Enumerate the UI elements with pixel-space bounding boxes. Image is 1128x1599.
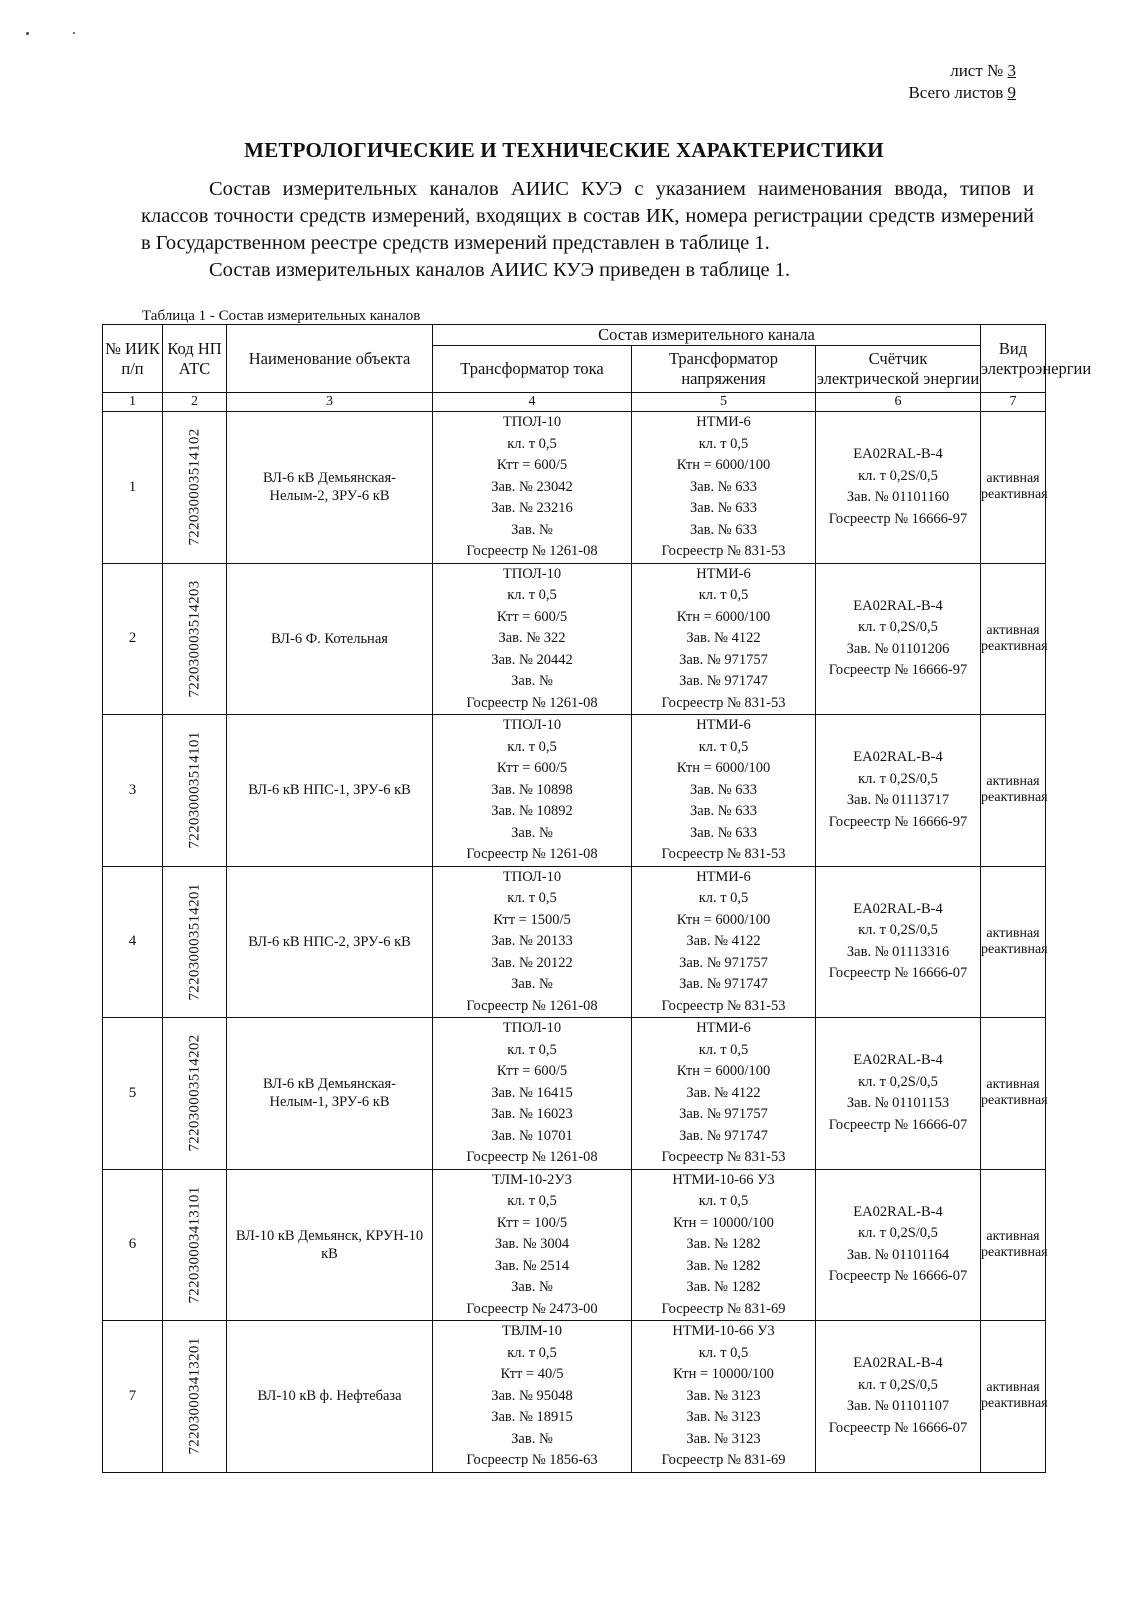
object-name-cell: [227, 563, 433, 715]
np-ats-code: 722030003514202: [186, 1034, 202, 1152]
voltage-transformer-line: кл. т 0,5: [698, 1041, 749, 1058]
row-number: 1: [103, 412, 163, 564]
current-transformer-cell: [433, 412, 632, 564]
current-transformer-line: Зав. № 10898: [491, 781, 573, 798]
object-name-cell: [227, 1169, 433, 1321]
voltage-transformer-line: Госреестр № 831-53: [661, 846, 786, 862]
voltage-transformer-cell: [632, 1018, 816, 1170]
voltage-transformer-line: НТМИ-6: [696, 414, 751, 430]
voltage-transformer-line: Зав. № 971757: [679, 1106, 768, 1122]
voltage-transformer-line: Зав. № 4122: [686, 1084, 761, 1101]
energy-meter-line: Зав. № 01101164: [846, 1246, 950, 1263]
energy-type-cell: [981, 1018, 1046, 1170]
intro-paragraph-2: Состав измерительных каналов АИИС КУЭ приведен в таблице 1.: [209, 259, 791, 281]
current-transformer-line: Госреестр № 1261-08: [466, 1149, 598, 1165]
energy-type-cell: [981, 563, 1046, 715]
current-transformer-cell: [433, 866, 632, 1018]
table-row: [103, 563, 1046, 715]
voltage-transformer-line: Госреестр № 831-53: [661, 694, 786, 711]
voltage-transformer-line: Зав. № 4122: [686, 933, 761, 949]
table-row: [103, 715, 1046, 867]
current-transformer-line: Ктт = 100/5: [496, 1214, 568, 1231]
energy-meter-cell: [816, 866, 981, 1018]
voltage-transformer-line: Зав. № 633: [689, 478, 757, 495]
row-number: 7: [103, 1321, 163, 1473]
voltage-transformer-line: Зав. № 633: [689, 803, 757, 819]
voltage-transformer-cell: [632, 412, 816, 564]
voltage-transformer-line: кл. т 0,5: [698, 738, 749, 755]
voltage-transformer-line: Госреестр № 831-53: [661, 543, 786, 559]
intro-paragraph-1: Состав измерительных каналов АИИС КУЭ с указанием наименования ввода, типов и классов точности средств измерений, входящих в состав ИК, номера регистрации средств измерений в Государственном реестре средств измерений представлен в таблице 1.: [141, 178, 1034, 254]
voltage-transformer-line: кл. т 0,5: [698, 1344, 749, 1361]
energy-type: реактивная: [981, 638, 1048, 654]
object-name: ВЛ-6 кВ Демьянская-Нелым-2, ЗРУ-6 кВ: [263, 470, 396, 505]
energy-meter-line: EA02RAL-B-4: [853, 1355, 943, 1372]
voltage-transformer-cell: [632, 1321, 816, 1473]
energy-type-cell: [981, 1321, 1046, 1473]
sheet-number-line: [908, 60, 1016, 82]
object-name: ВЛ-6 кВ Демьянская-Нелым-1, ЗРУ-6 кВ: [263, 1076, 396, 1111]
row-number: 4: [103, 866, 163, 1018]
energy-meter-line: Госреестр № 16666-07: [828, 965, 968, 982]
current-transformer-line: кл. т 0,5: [507, 890, 557, 906]
object-name-cell: [227, 1321, 433, 1473]
voltage-transformer-line: Зав. № 3123: [686, 1409, 761, 1425]
current-transformer-line: Зав. № 3004: [494, 1236, 570, 1252]
voltage-transformer-line: кл. т 0,5: [698, 587, 749, 603]
table-body: [103, 412, 1046, 1473]
energy-meter-line: Зав. № 01101107: [846, 1398, 950, 1415]
header-code: Код НП АТС: [163, 325, 227, 393]
table-row: [103, 1018, 1046, 1170]
current-transformer-line: ТПОЛ-10: [502, 414, 562, 430]
current-transformer-cell: [433, 563, 632, 715]
energy-meter-line: Госреестр № 16666-97: [828, 813, 968, 830]
energy-meter-line: Зав. № 01101206: [846, 640, 950, 657]
current-transformer-line: кл. т 0,5: [507, 435, 557, 452]
current-transformer-line: Зав. № 10701: [491, 1127, 573, 1144]
voltage-transformer-line: Ктн = 6000/100: [676, 1063, 771, 1079]
np-ats-code: 722030003514201: [186, 883, 202, 1001]
object-name: ВЛ-6 Ф. Котельная: [271, 630, 388, 647]
voltage-transformer-line: Зав. № 633: [689, 824, 757, 841]
voltage-transformer-line: Ктн = 10000/100: [673, 1214, 774, 1231]
column-number: 6: [816, 393, 981, 412]
voltage-transformer-line: Зав. № 971747: [679, 673, 768, 689]
current-transformer-line: Госреестр № 2473-00: [466, 1300, 598, 1317]
voltage-transformer-line: Зав. № 971747: [679, 1127, 768, 1144]
voltage-transformer-line: Зав. № 971747: [679, 976, 768, 992]
code-cell: [163, 1321, 227, 1473]
current-transformer-line: Зав. № 23216: [491, 500, 573, 516]
current-transformer-cell: [433, 1018, 632, 1170]
voltage-transformer-line: Зав. № 1282: [686, 1236, 761, 1252]
header-energy: Вид электроэнергии: [981, 325, 1046, 393]
header-object: Наименование объекта: [227, 325, 433, 393]
current-transformer-line: ТПОЛ-10: [502, 1020, 562, 1036]
energy-meter-line: EA02RAL-B-4: [853, 1203, 943, 1220]
code-cell: [163, 1018, 227, 1170]
sheet-label: лист №: [950, 61, 1004, 80]
current-transformer-line: Зав. № 16023: [491, 1106, 573, 1122]
current-transformer-line: Ктт = 600/5: [496, 760, 568, 776]
energy-meter-line: EA02RAL-B-4: [853, 1052, 943, 1069]
column-number-row: [103, 393, 1046, 412]
current-transformer-line: кл. т 0,5: [507, 1344, 557, 1361]
column-number: 2: [163, 393, 227, 412]
energy-meter-line: Госреестр № 16666-07: [828, 1419, 968, 1436]
energy-meter-line: кл. т 0,2S/0,5: [858, 770, 938, 787]
energy-type: активная: [986, 471, 1040, 487]
header-composition: Состав измерительного канала: [433, 325, 981, 346]
sheet-number: 3: [1007, 61, 1016, 80]
np-ats-code: 722030003514101: [186, 731, 202, 849]
energy-meter-cell: [816, 1018, 981, 1170]
voltage-transformer-line: Ктн = 10000/100: [673, 1366, 774, 1382]
voltage-transformer-line: НТМИ-6: [696, 717, 751, 733]
energy-type: реактивная: [981, 1093, 1048, 1109]
current-transformer-line: Зав. №: [511, 1279, 553, 1295]
current-transformer-line: ТВЛМ-10: [501, 1323, 563, 1339]
column-number: 5: [632, 393, 816, 412]
voltage-transformer-line: Зав. № 633: [689, 521, 757, 538]
energy-type: активная: [986, 622, 1040, 638]
code-cell: [163, 866, 227, 1018]
object-name: ВЛ-10 кВ ф. Нефтебаза: [257, 1388, 402, 1405]
current-transformer-line: Зав. №: [511, 673, 553, 689]
current-transformer-line: Госреестр № 1261-08: [466, 846, 598, 862]
header-meter: Счётчик электрической энергии: [816, 346, 981, 393]
object-name-cell: [227, 412, 433, 564]
current-transformer-line: Зав. №: [511, 521, 553, 538]
current-transformer-cell: [433, 1321, 632, 1473]
energy-type-cell: [981, 866, 1046, 1018]
scan-speck: [73, 32, 75, 34]
column-number: 1: [103, 393, 163, 412]
voltage-transformer-line: Зав. № 1282: [686, 1279, 761, 1295]
voltage-transformer-line: Ктн = 6000/100: [676, 760, 771, 776]
voltage-transformer-line: Зав. № 3123: [686, 1430, 761, 1447]
energy-meter-cell: [816, 412, 981, 564]
energy-meter-line: кл. т 0,2S/0,5: [858, 1225, 938, 1242]
energy-type: активная: [986, 925, 1040, 941]
energy-meter-line: EA02RAL-B-4: [853, 597, 943, 614]
table-row: [103, 1169, 1046, 1321]
energy-meter-line: кл. т 0,2S/0,5: [858, 922, 938, 939]
current-transformer-line: кл. т 0,5: [507, 587, 557, 603]
voltage-transformer-line: Госреестр № 831-53: [661, 997, 786, 1014]
energy-type-cell: [981, 1169, 1046, 1321]
current-transformer-line: Зав. №: [511, 1430, 553, 1447]
voltage-transformer-line: Ктн = 6000/100: [676, 608, 771, 625]
table-row: [103, 412, 1046, 564]
voltage-transformer-line: НТМИ-6: [696, 565, 751, 582]
current-transformer-line: Зав. № 20122: [491, 954, 573, 971]
code-cell: [163, 715, 227, 867]
current-transformer-line: Зав. № 322: [498, 630, 566, 646]
energy-type-cell: [981, 412, 1046, 564]
current-transformer-line: Госреестр № 1261-08: [466, 543, 598, 559]
current-transformer-line: Зав. № 20133: [491, 933, 573, 949]
np-ats-code: 722030003514102: [186, 428, 202, 546]
current-transformer-line: Ктт = 600/5: [496, 1063, 568, 1079]
energy-type: реактивная: [981, 487, 1048, 503]
object-name: ВЛ-6 кВ НПС-1, ЗРУ-6 кВ: [248, 782, 411, 799]
voltage-transformer-line: Госреестр № 831-69: [661, 1300, 786, 1317]
sheet-info: [908, 60, 1016, 104]
intro-text: [141, 176, 1034, 284]
energy-meter-line: EA02RAL-B-4: [853, 446, 943, 463]
current-transformer-line: ТПОЛ-10: [502, 565, 562, 582]
current-transformer-cell: [433, 1169, 632, 1321]
total-sheets-line: [908, 82, 1016, 104]
current-transformer-line: Зав. №: [511, 824, 553, 841]
current-transformer-line: Зав. № 10892: [491, 803, 573, 819]
column-number: 4: [433, 393, 632, 412]
current-transformer-line: кл. т 0,5: [507, 1041, 557, 1058]
voltage-transformer-line: Зав. № 633: [689, 781, 757, 798]
total-label: Всего листов: [908, 83, 1004, 102]
current-transformer-line: Зав. № 20442: [491, 651, 573, 668]
header-vt: Трансформатор напряжения: [632, 346, 816, 393]
header-no: № ИИК п/п: [103, 325, 163, 393]
energy-meter-cell: [816, 563, 981, 715]
current-transformer-line: Зав. № 18915: [491, 1409, 573, 1425]
voltage-transformer-cell: [632, 563, 816, 715]
energy-meter-line: Госреестр № 16666-97: [828, 662, 968, 679]
energy-meter-line: Зав. № 01113717: [846, 792, 950, 809]
current-transformer-line: Госреестр № 1856-63: [466, 1452, 598, 1468]
energy-type: активная: [986, 774, 1040, 790]
current-transformer-line: Ктт = 600/5: [496, 457, 568, 473]
total-number: 9: [1007, 83, 1016, 102]
row-number: 5: [103, 1018, 163, 1170]
energy-meter-line: кл. т 0,2S/0,5: [858, 1376, 938, 1393]
energy-meter-cell: [816, 1321, 981, 1473]
code-cell: [163, 412, 227, 564]
current-transformer-line: Зав. № 23042: [491, 478, 573, 495]
voltage-transformer-line: кл. т 0,5: [698, 1193, 749, 1209]
current-transformer-line: Зав. № 2514: [494, 1257, 570, 1274]
np-ats-code: 722030003413101: [186, 1186, 202, 1304]
object-name: ВЛ-10 кВ Демьянск, КРУН-10 кВ: [235, 1227, 424, 1262]
energy-type: активная: [986, 1228, 1040, 1244]
current-transformer-line: ТЛМ-10-2У3: [492, 1171, 572, 1188]
voltage-transformer-line: Зав. № 633: [689, 500, 757, 516]
code-cell: [163, 1169, 227, 1321]
voltage-transformer-line: Госреестр № 831-69: [661, 1452, 786, 1468]
current-transformer-line: Госреестр № 1261-08: [466, 694, 598, 711]
current-transformer-line: Ктт = 600/5: [496, 608, 568, 625]
voltage-transformer-line: Зав. № 971757: [679, 651, 768, 668]
energy-type: реактивная: [981, 1244, 1048, 1260]
voltage-transformer-cell: [632, 715, 816, 867]
voltage-transformer-line: Ктн = 6000/100: [676, 911, 771, 928]
table-row: [103, 1321, 1046, 1473]
current-transformer-line: кл. т 0,5: [507, 738, 557, 755]
scan-speck: [26, 32, 29, 35]
energy-meter-line: EA02RAL-B-4: [853, 900, 943, 917]
code-cell: [163, 563, 227, 715]
current-transformer-line: Госреестр № 1261-08: [466, 997, 598, 1014]
energy-meter-line: Госреестр № 16666-07: [828, 1268, 968, 1285]
voltage-transformer-line: НТМИ-10-66 У3: [672, 1323, 775, 1339]
voltage-transformer-cell: [632, 866, 816, 1018]
energy-type-cell: [981, 715, 1046, 867]
table-caption: Таблица 1 - Состав измерительных каналов: [142, 308, 421, 324]
object-name-cell: [227, 715, 433, 867]
object-name: ВЛ-6 кВ НПС-2, ЗРУ-6 кВ: [248, 933, 411, 950]
energy-meter-line: кл. т 0,2S/0,5: [858, 619, 938, 636]
energy-meter-line: Зав. № 01101160: [846, 489, 950, 506]
energy-type: реактивная: [981, 790, 1048, 806]
current-transformer-line: ТПОЛ-10: [502, 868, 562, 885]
current-transformer-line: кл. т 0,5: [507, 1193, 557, 1209]
voltage-transformer-line: НТМИ-6: [696, 1020, 751, 1036]
voltage-transformer-line: НТМИ-10-66 У3: [672, 1171, 775, 1188]
row-number: 2: [103, 563, 163, 715]
voltage-transformer-line: Зав. № 4122: [686, 630, 761, 646]
current-transformer-line: ТПОЛ-10: [502, 717, 562, 733]
channels-table: [102, 324, 1092, 1473]
energy-type: реактивная: [981, 1396, 1048, 1412]
voltage-transformer-line: НТМИ-6: [696, 868, 751, 885]
energy-meter-line: кл. т 0,2S/0,5: [858, 1073, 938, 1090]
voltage-transformer-line: кл. т 0,5: [698, 435, 749, 452]
header-ct: Трансформатор тока: [433, 346, 632, 393]
column-number: 3: [227, 393, 433, 412]
current-transformer-line: Ктт = 1500/5: [493, 911, 571, 928]
voltage-transformer-cell: [632, 1169, 816, 1321]
energy-meter-line: Зав. № 01113316: [846, 943, 950, 960]
energy-meter-line: Госреестр № 16666-07: [828, 1116, 968, 1133]
np-ats-code: 722030003514203: [186, 580, 202, 698]
table-row: [103, 866, 1046, 1018]
energy-type: реактивная: [981, 941, 1048, 957]
current-transformer-line: Зав. № 16415: [491, 1084, 573, 1101]
energy-type: активная: [986, 1077, 1040, 1093]
object-name-cell: [227, 1018, 433, 1170]
energy-meter-line: EA02RAL-B-4: [853, 749, 943, 766]
voltage-transformer-line: Зав. № 971757: [679, 954, 768, 971]
row-number: 3: [103, 715, 163, 867]
energy-type: активная: [986, 1380, 1040, 1396]
energy-meter-cell: [816, 715, 981, 867]
energy-meter-line: кл. т 0,2S/0,5: [858, 467, 938, 484]
energy-meter-cell: [816, 1169, 981, 1321]
voltage-transformer-line: Ктн = 6000/100: [676, 457, 771, 473]
current-transformer-line: Ктт = 40/5: [500, 1366, 564, 1382]
energy-meter-line: Госреестр № 16666-97: [828, 510, 968, 527]
voltage-transformer-line: Зав. № 3123: [686, 1387, 761, 1404]
voltage-transformer-line: Зав. № 1282: [686, 1257, 761, 1274]
object-name-cell: [227, 866, 433, 1018]
np-ats-code: 722030003413201: [186, 1337, 202, 1455]
page-title: МЕТРОЛОГИЧЕСКИЕ И ТЕХНИЧЕСКИЕ ХАРАКТЕРИСТИКИ: [244, 138, 884, 162]
row-number: 6: [103, 1169, 163, 1321]
voltage-transformer-line: кл. т 0,5: [698, 890, 749, 906]
current-transformer-cell: [433, 715, 632, 867]
current-transformer-line: Зав. №: [511, 976, 553, 992]
energy-meter-line: Зав. № 01101153: [846, 1095, 950, 1112]
column-number: 7: [981, 393, 1046, 412]
voltage-transformer-line: Госреестр № 831-53: [661, 1149, 786, 1165]
current-transformer-line: Зав. № 95048: [491, 1387, 573, 1404]
